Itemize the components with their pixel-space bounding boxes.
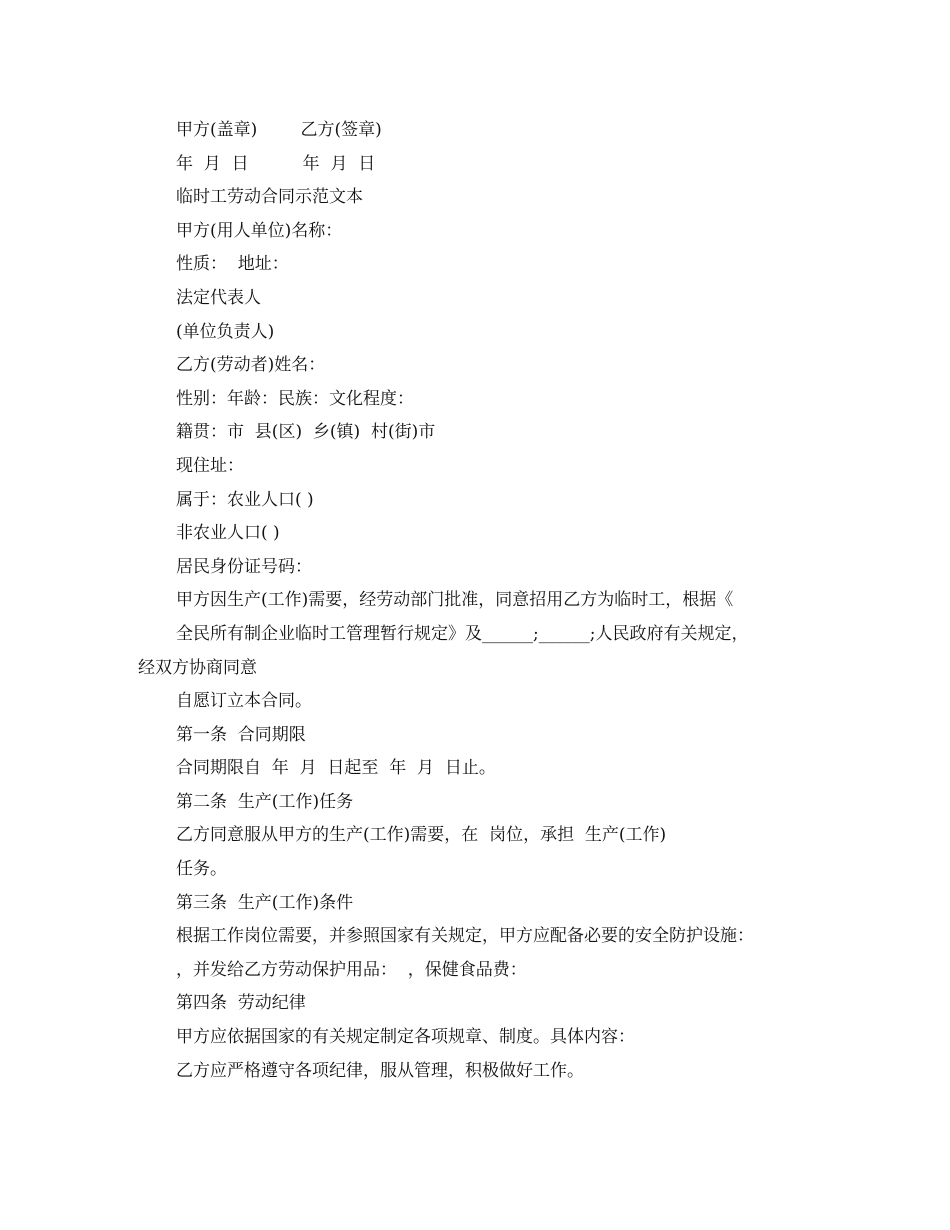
article-1-body: 合同期限自 年 月 日起至 年 月 日止。 — [176, 758, 496, 779]
article-1-heading: 第一条 合同期限 — [176, 724, 306, 745]
article-4-body-1: 甲方应依据国家的有关规定制定各项规章、制度。具体内容： — [176, 1027, 635, 1048]
current-address-line: 现住址： — [176, 455, 244, 476]
party-a-name-line: 甲方(用人单位)名称： — [176, 220, 343, 241]
article-4-body-2: 乙方应严格遵守各项纪律，服从管理，积极做好工作。 — [176, 1060, 584, 1081]
nature-address-line: 性质： 地址： — [176, 254, 289, 275]
legal-representative-line: 法定代表人 — [176, 287, 261, 308]
preamble-line-1: 甲方因生产(工作)需要，经劳动部门批准，同意招用乙方为临时工，根据《 — [176, 590, 734, 611]
article-2-heading: 第二条 生产(工作)任务 — [176, 791, 354, 812]
party-b-name-line: 乙方(劳动者)姓名： — [176, 355, 326, 376]
preamble-line-4: 自愿订立本合同。 — [176, 691, 312, 712]
article-3-body-1: 根据工作岗位需要，并参照国家有关规定，甲方应配备必要的安全防护设施： — [176, 926, 754, 947]
agricultural-population-line: 属于：农业人口( ) — [176, 489, 314, 510]
article-3-body-2: ，并发给乙方劳动保护用品： ，保健食品费： — [176, 959, 527, 980]
article-2-body-1: 乙方同意服从甲方的生产(工作)需要，在 岗位，承担 生产(工作) — [176, 825, 667, 846]
document-body — [138, 114, 818, 1088]
native-place-line: 籍贯：市 县(区) 乡(镇) 村(街)市 — [176, 422, 436, 443]
article-4-heading: 第四条 劳动纪律 — [176, 993, 306, 1014]
document-title: 临时工劳动合同示范文本 — [176, 187, 363, 208]
non-agricultural-population-line: 非农业人口( ) — [176, 523, 280, 544]
signature-line: 甲方(盖章) 乙方(签章) — [176, 120, 382, 140]
personal-info-line: 性别：年龄：民族：文化程度： — [176, 388, 414, 409]
article-2-body-2: 任务。 — [176, 859, 227, 880]
preamble-line-3: 经双方协商同意 — [138, 657, 257, 678]
article-3-heading: 第三条 生产(工作)条件 — [176, 892, 354, 913]
preamble-line-2: 全民所有制企业临时工管理暂行规定》及______;______;人民政府有关规定， — [176, 623, 749, 644]
id-number-line: 居民身份证号码： — [176, 556, 312, 577]
date-line: 年 月 日 年 月 日 — [176, 153, 376, 174]
unit-leader-line: (单位负责人) — [176, 321, 275, 342]
